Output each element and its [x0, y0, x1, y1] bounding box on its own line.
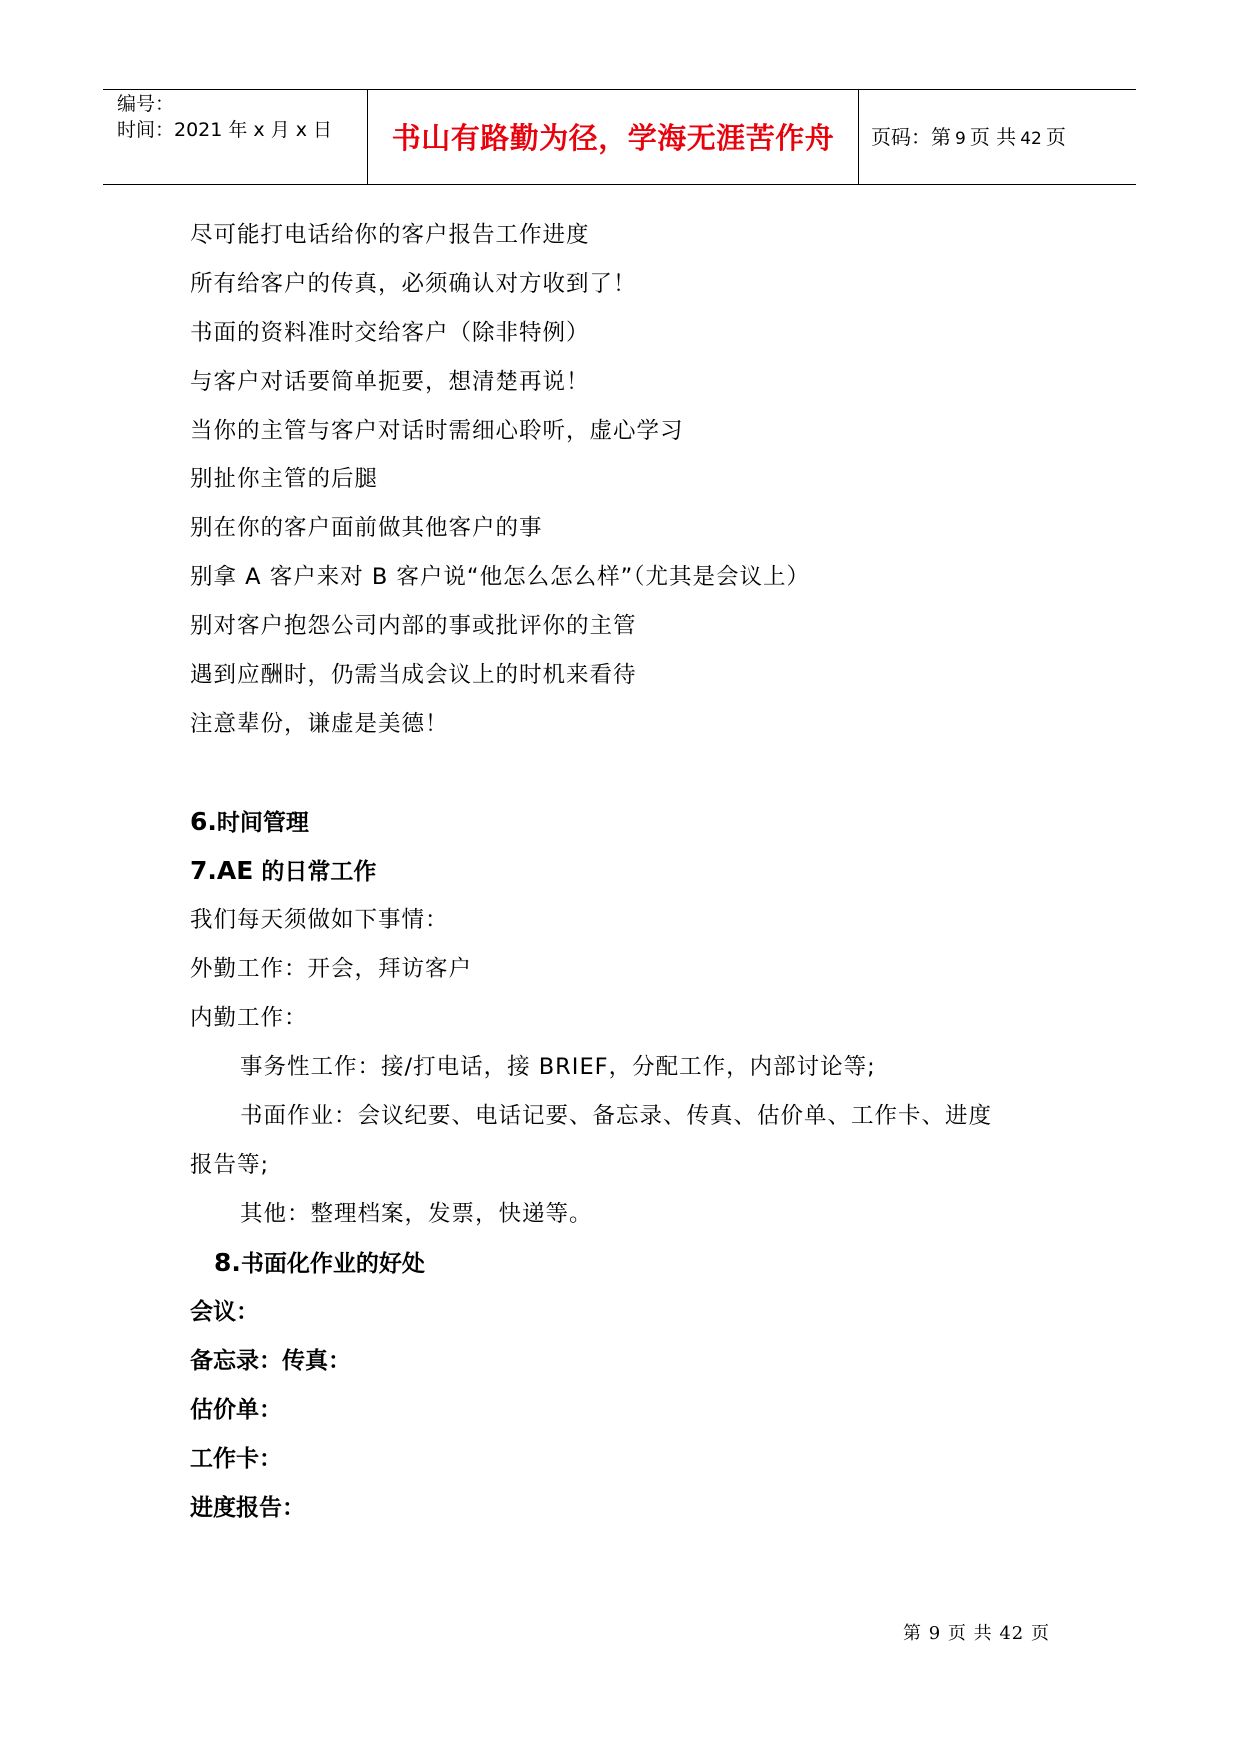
rule-line: 别在你的客户面前做其他客户的事 [190, 515, 543, 541]
routine-work-line: 事务性工作：接/打电话，接 BRIEF，分配工作，内部讨论等; [240, 1054, 876, 1080]
rule-line: 别对客户抱怨公司内部的事或批评你的主管 [190, 613, 637, 639]
section-8-heading [214, 1248, 425, 1279]
rule-line: 注意辈份，谦虚是美德！ [190, 711, 449, 737]
benefit-item: 估价单： [190, 1397, 282, 1423]
rule-line: 尽可能打电话给你的客户报告工作进度 [190, 222, 590, 248]
header-page-cell [859, 90, 1136, 184]
rule-line: 别拿 A 客户来对 B 客户说“他怎么怎么样”（尤其是会议上） [190, 564, 811, 590]
rule-line: 所有给客户的传真，必须确认对方收到了！ [190, 271, 637, 297]
benefit-item: 工作卡： [190, 1446, 282, 1472]
section-6-title: 时间管理 [216, 810, 309, 836]
section-7-number: 7.AE [190, 856, 254, 885]
section-7-title: 的日常工作 [253, 859, 377, 885]
rule-line: 与客户对话要简单扼要，想清楚再说！ [190, 369, 590, 395]
office-work-line: 内勤工作： [190, 1005, 308, 1031]
other-work-line: 其他：整理档案，发票，快递等。 [240, 1201, 593, 1227]
page-number-label [871, 123, 1066, 153]
page-prefix: 页码：第 [871, 125, 951, 149]
page-mid: 页 共 [969, 125, 1017, 149]
field-work-line: 外勤工作：开会，拜访客户 [190, 956, 473, 982]
section-8-title: 书面化作业的好处 [240, 1251, 425, 1277]
header-motto-cell [368, 90, 859, 184]
motto: 书山有路勤为径，学海无涯苦作舟 [391, 121, 835, 155]
page-suffix: 页 [1045, 125, 1066, 149]
rule-line: 书面的资料准时交给客户（除非特例） [190, 320, 590, 346]
rule-line: 当你的主管与客户对话时需细心聆听，虚心学习 [190, 418, 684, 444]
written-work-line-cont: 报告等; [190, 1152, 270, 1178]
rule-line: 别扯你主管的后腿 [190, 466, 379, 492]
page-total: 42 [1020, 129, 1042, 149]
benefit-item: 备忘录：传真： [190, 1348, 351, 1374]
page-header [103, 89, 1136, 185]
benefit-item: 会议： [190, 1299, 259, 1325]
section-6-heading [190, 807, 309, 838]
section-6-number: 6. [190, 807, 217, 836]
page-footer: 第 9 页 共 42 页 [903, 1623, 1050, 1644]
rule-line: 遇到应酬时，仍需当成会议上的时机来看待 [190, 662, 637, 688]
section-7-heading [190, 856, 376, 887]
written-work-line: 书面作业：会议纪要、电话记要、备忘录、传真、估价单、工作卡、进度 [240, 1103, 993, 1129]
document-code-label: 编号： [117, 93, 175, 115]
daily-intro: 我们每天须做如下事情： [190, 907, 449, 933]
header-info-cell [103, 90, 368, 184]
benefit-item: 进度报告： [190, 1495, 305, 1521]
document-date: 时间：2021 年 x 月 x 日 [117, 119, 333, 141]
section-8-number: 8. [214, 1248, 241, 1277]
page-current: 9 [955, 129, 966, 149]
